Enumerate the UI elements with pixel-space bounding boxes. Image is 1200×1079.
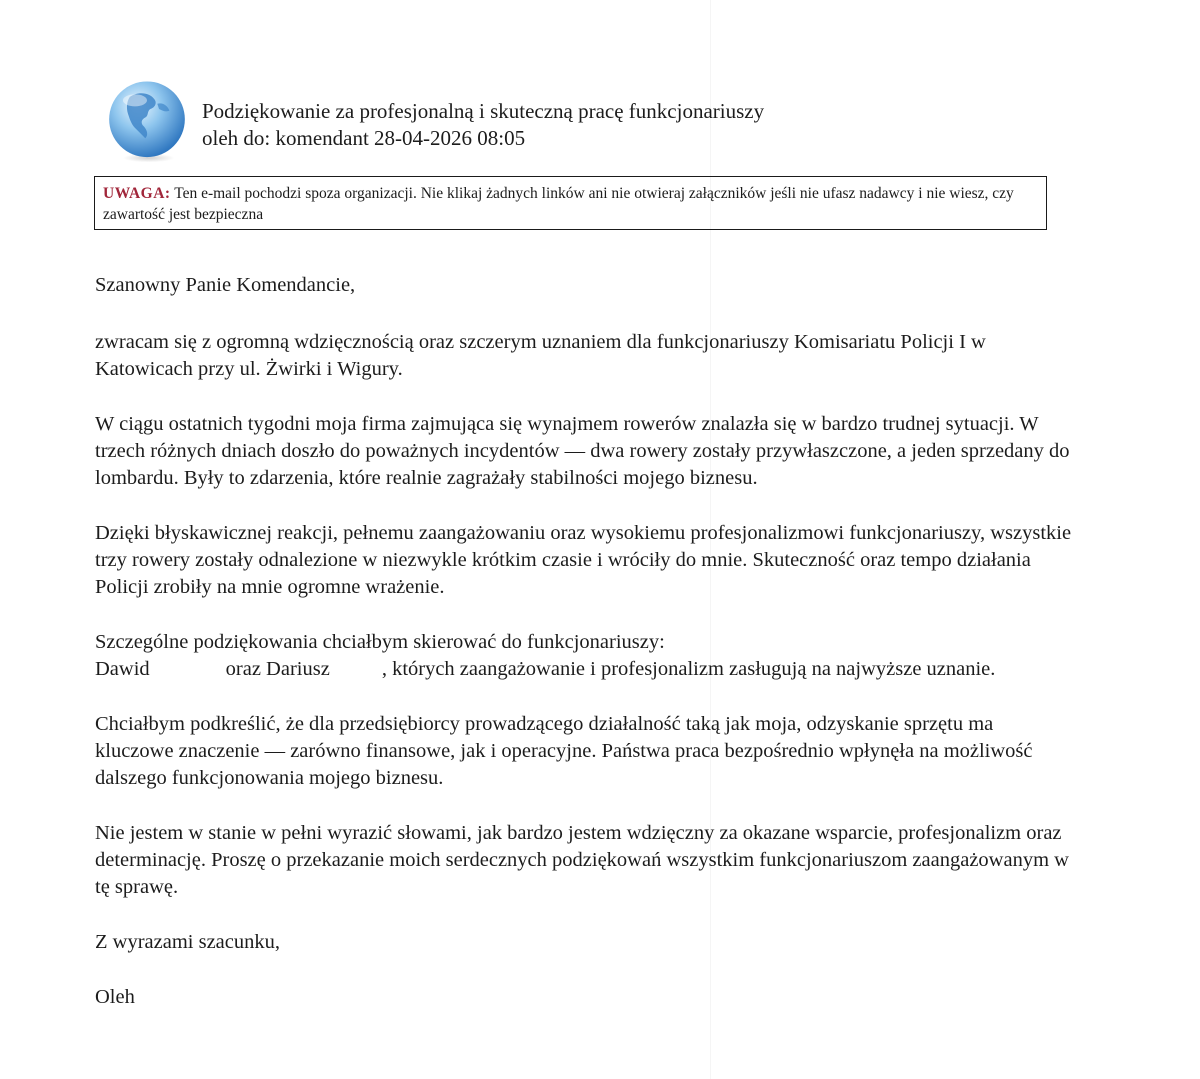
external-email-warning bbox=[94, 176, 1047, 230]
officer-and-name-2: oraz Dariusz bbox=[225, 658, 330, 680]
globe-icon bbox=[104, 78, 190, 164]
email-subject-block bbox=[202, 98, 764, 152]
closing: Z wyrazami szacunku, bbox=[95, 931, 280, 953]
email-subject: Podziękowanie za profesjonalną i skuteczną pracę funkcjonariuszy bbox=[202, 99, 765, 123]
letter-body bbox=[95, 272, 1075, 1039]
paragraph-5: Chciałbym podkreślić, że dla przedsiębiorcy prowadzącego działalność taką jak moja, odzyskanie sprzętu ma kluczowe znaczenie — zarówno finansowe, jak i operacyjne. Państwa praca bezpośrednio wpłynęła na możliwość dalszego funkcjonowania mojego biznesu. bbox=[95, 713, 1033, 789]
email-meta: oleh do: komendant 28-04-2026 08:05 bbox=[202, 126, 526, 150]
paragraph-4-intro: Szczególne podziękowania chciałbym skierować do funkcjonariuszy: bbox=[95, 631, 665, 653]
officer-name-1: Dawid bbox=[95, 658, 150, 680]
paragraph-2: W ciągu ostatnich tygodni moja firma zajmująca się wynajmem rowerów znalazła się w bardzo trudnej sytuacji. W trzech różnych dniach doszło do poważnych incydentów — dwa rowery zostały przywłaszczone, a jeden sprzedany do lombardu. Były to zdarzenia, które realnie zagrażały stabilności mojego biznesu. bbox=[95, 413, 1070, 489]
warning-text: Ten e-mail pochodzi spoza organizacji. Nie klikaj żadnych linków ani nie otwieraj załączników jeśli nie ufasz nadawcy i nie wiesz, czy zawartość jest bezpieczna bbox=[103, 185, 1014, 223]
paragraph-4 bbox=[95, 629, 1075, 683]
paragraph-4-rest: , których zaangażowanie i profesjonalizm zasługują na najwyższe uznanie. bbox=[381, 658, 996, 680]
paragraph-3: Dzięki błyskawicznej reakcji, pełnemu zaangażowaniu oraz wysokiemu profesjonalizmowi funkcjonariuszy, wszystkie trzy rowery zostały odnalezione w niezwykle krótkim czasie i wróciły do mnie. Skuteczność oraz tempo działania Policji zrobiły na mnie ogromne wrażenie. bbox=[95, 522, 1072, 598]
paragraph-1: zwracam się z ogromną wdzięcznością oraz szczerym uznaniem dla funkcjonariuszy Komisariatu Policji I w Katowicach przy ul. Żwirki i Wigury. bbox=[95, 331, 986, 380]
warning-label: UWAGA: bbox=[103, 185, 171, 202]
paragraph-6: Nie jestem w stanie w pełni wyrazić słowami, jak bardzo jestem wdzięczny za okazane wsparcie, profesjonalizm oraz determinację. Proszę o przekazanie moich serdecznych podziękowań wszystkim funkcjonariuszom zaangażowanym w tę sprawę. bbox=[95, 822, 1069, 898]
signature: Oleh bbox=[95, 986, 135, 1008]
greeting: Szanowny Panie Komendancie, bbox=[95, 274, 356, 296]
